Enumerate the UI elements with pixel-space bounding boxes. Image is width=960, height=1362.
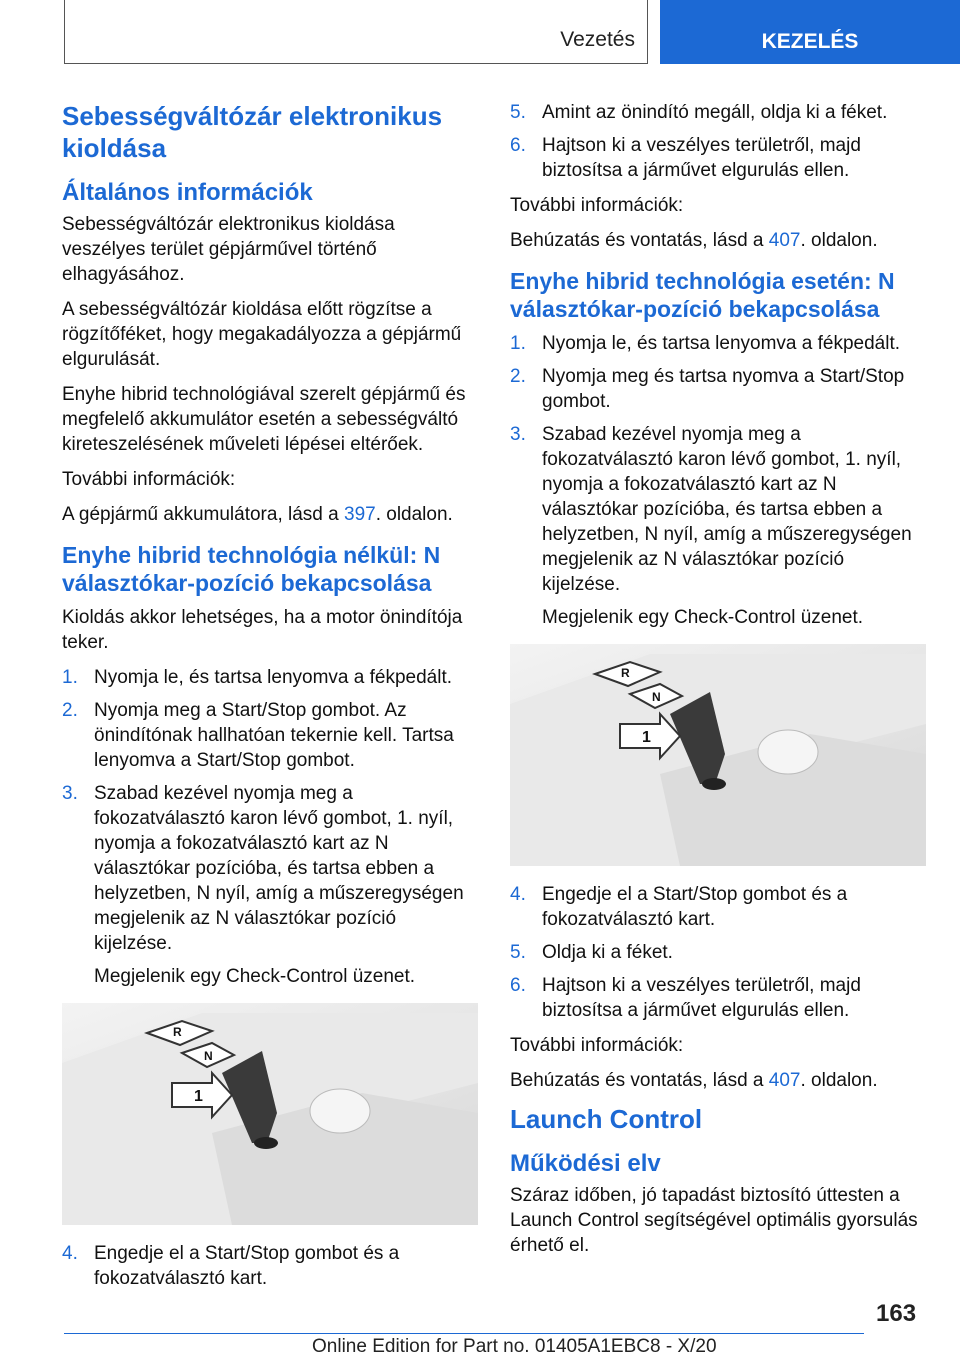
list-item [510, 331, 926, 356]
step-list [62, 1241, 478, 1291]
list-item [510, 940, 926, 965]
step-number: 4. [62, 1243, 78, 1264]
header-chapter-tab[interactable] [660, 0, 960, 64]
more-info-label: További információk: [510, 1035, 684, 1056]
step-text: Nyomja le, és tartsa lenyomva a fékpedált. [542, 333, 901, 354]
list-item [510, 422, 926, 630]
step-text: Amint az önindító megáll, oldja ki a féket. [542, 102, 888, 123]
step-text: Nyomja meg a Start/Stop gombot. Az önindítónak hallhatóan tekernie kell. Tartsa lenyomva a Start/Stop gombot. [94, 700, 454, 771]
list-item [62, 1241, 478, 1291]
step-number: 2. [62, 700, 78, 721]
intro-text: Kioldás akkor lehetséges, ha a motor önindítója teker. [62, 607, 463, 653]
gear-selector-illustration [510, 644, 926, 866]
gear-selector-illustration [62, 1003, 478, 1225]
step-list [510, 331, 926, 630]
list-item [510, 882, 926, 932]
step-number: 6. [510, 975, 526, 996]
list-item [510, 973, 926, 1023]
step-list [62, 665, 478, 989]
step-text: Oldja ki a féket. [542, 942, 673, 963]
page-link[interactable]: 407 [768, 230, 801, 251]
right-column [510, 100, 926, 1268]
page-number: 163 [876, 1300, 917, 1327]
reference-line [510, 228, 926, 253]
paragraph: A sebességváltózár kioldása előtt rögzítse a rögzítőféket, hogy megakadályozza a gépjármű elgurulását. [62, 299, 462, 370]
more-info-label: További információk: [62, 469, 236, 490]
step-list [510, 100, 926, 183]
figure-label-1: 1 [194, 1088, 203, 1105]
paragraph: Sebességváltózár elektronikus kioldása veszélyes terület gépjárművel történő elhagyásához. [62, 214, 395, 285]
reference-line [510, 1068, 926, 1093]
step-text: Szabad kezével nyomja meg a fokozatválasztó karon lévő gombot, 1. nyíl, nyomja a fokozatválasztó kart az N választókar pozícióba, és tartsa ebben a helyzetben, N nyíl, amíg a műszeregységen megjelenik az N választókar pozíció kijelzése. [94, 783, 464, 954]
paragraph: Enyhe hibrid technológiával szerelt gépjármű és megfelelő akkumulátor esetén a sebességváltó kireteszelésének műveleti lépései eltérőek. [62, 384, 466, 455]
step-number: 5. [510, 942, 526, 963]
section-title: Enyhe hibrid technológia nélkül: N választókar-pozíció bekapcsolása [62, 542, 441, 596]
step-text: Hajtson ki a veszélyes területről, majd biztosítsa a járművet elgurulás ellen. [542, 975, 861, 1021]
reference-line [62, 502, 478, 527]
reference-suffix: . oldalon. [800, 1070, 878, 1091]
list-item [510, 364, 926, 414]
gear-selector-drawing [510, 644, 926, 866]
step-text: Engedje el a Start/Stop gombot és a fokozatválasztó kart. [94, 1243, 400, 1289]
step-text: Engedje el a Start/Stop gombot és a fokozatválasztó kart. [542, 884, 848, 930]
more-info-label: További információk: [510, 195, 684, 216]
step-number: 1. [510, 333, 526, 354]
reference-text: Behúzatás és vontatás, lásd a [510, 1070, 769, 1091]
step-number: 1. [62, 667, 78, 688]
list-item [62, 781, 478, 989]
figure-label-1: 1 [642, 729, 651, 746]
step-note: Megjelenik egy Check-Control üzenet. [94, 966, 416, 987]
left-column [62, 100, 478, 1301]
step-list [510, 882, 926, 1023]
list-item [510, 133, 926, 183]
page-link[interactable]: 397 [344, 504, 376, 525]
reference-text: Behúzatás és vontatás, lásd a [510, 230, 769, 251]
figure-label-n: N [204, 1049, 213, 1063]
step-text: Szabad kezével nyomja meg a fokozatválasztó karon lévő gombot, 1. nyíl, nyomja a fokozatválasztó kart az N választókar pozícióba, és tartsa ebben a helyzetben, N nyíl, amíg a műszeregységen megjelenik az N választókar pozíció kijelzése. [542, 424, 912, 595]
step-text: Nyomja le, és tartsa lenyomva a fékpedált. [94, 667, 453, 688]
step-text: Nyomja meg és tartsa nyomva a Start/Stop gombot. [542, 366, 905, 412]
step-number: 3. [62, 783, 78, 804]
header-section-title: Vezetés [560, 28, 635, 51]
list-item [62, 665, 478, 690]
header-chapter-label: KEZELÉS [761, 30, 859, 53]
list-item [62, 698, 478, 773]
step-number: 6. [510, 135, 526, 156]
principle-title: Működési elv [510, 1150, 661, 1177]
section-title: Enyhe hibrid technológia esetén: N választókar-pozíció bekapcsolása [510, 268, 895, 322]
footer-edition: Online Edition for Part no. 01405A1EBC8 - X/20 [312, 1336, 717, 1357]
step-number: 4. [510, 884, 526, 905]
step-text: Hajtson ki a veszélyes területről, majd biztosítsa a járművet elgurulás ellen. [542, 135, 861, 181]
gear-selector-drawing [62, 1003, 478, 1225]
main-title: Sebességváltózár elektronikus kioldása [62, 101, 443, 163]
step-number: 5. [510, 102, 526, 123]
step-number: 2. [510, 366, 526, 387]
general-info-title: Általános információk [62, 179, 313, 206]
figure-label-r: R [173, 1025, 182, 1039]
step-number: 3. [510, 424, 526, 445]
reference-text: A gépjármű akkumulátora, lásd a [62, 504, 344, 525]
principle-text: Száraz időben, jó tapadást biztosító úttesten a Launch Control segítségével optimális gyorsulás érhető el. [510, 1185, 918, 1256]
reference-suffix: . oldalon. [375, 504, 453, 525]
header-section-box [64, 0, 648, 64]
list-item [510, 100, 926, 125]
step-note: Megjelenik egy Check-Control üzenet. [542, 607, 864, 628]
page-link[interactable]: 407 [768, 1070, 801, 1091]
figure-label-r: R [621, 666, 630, 680]
reference-suffix: . oldalon. [800, 230, 878, 251]
footer-divider [64, 1333, 864, 1334]
figure-label-n: N [652, 690, 661, 704]
launch-control-title: Launch Control [510, 1104, 703, 1134]
